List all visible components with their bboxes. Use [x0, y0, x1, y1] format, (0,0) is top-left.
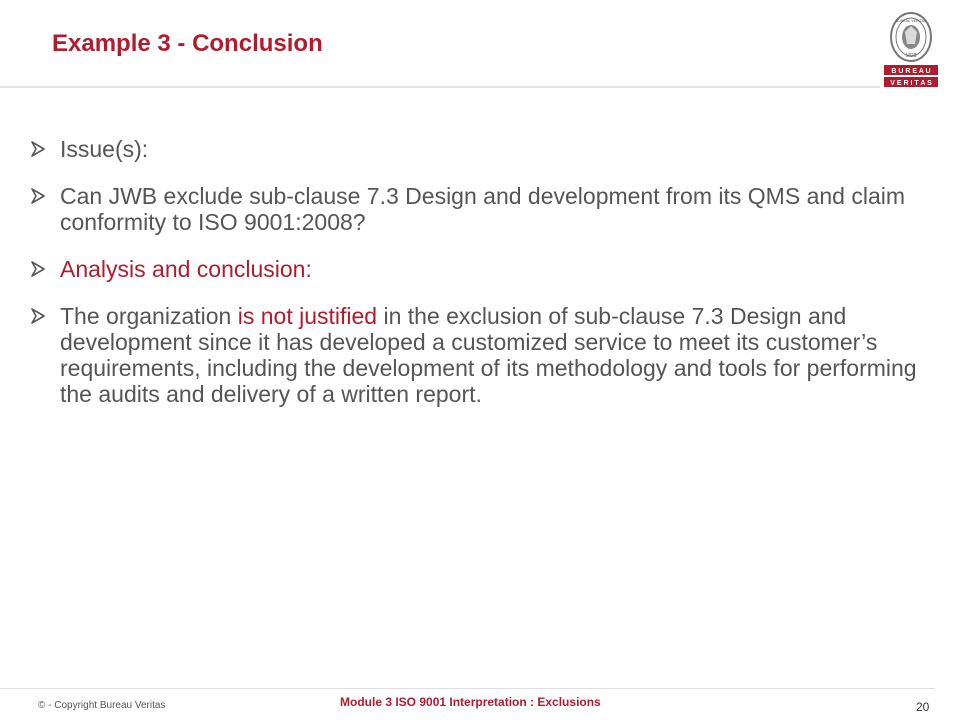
- bullet-list: [30, 136, 925, 428]
- slide-title: Example 3 - Conclusion: [52, 30, 323, 57]
- copyright-notice: © - Copyright Bureau Veritas: [38, 700, 166, 711]
- page-number: 20: [916, 700, 930, 714]
- arrow-bullet-icon: [30, 308, 46, 324]
- module-title: Module 3 ISO 9001 Interpretation : Exclusions: [340, 695, 601, 709]
- bullet-analysis-text: Analysis and conclusion:: [60, 256, 312, 282]
- bureau-veritas-logo-icon: [882, 10, 940, 90]
- bullet-question: [30, 183, 925, 235]
- bullet-issues: [30, 136, 925, 162]
- arrow-bullet-icon: [30, 188, 46, 204]
- conclusion-text-end: in the exclusion of sub-clause 7.3 Design and development since it has developed a customized service to meet its customer’s requirements, including the development of its methodology and tools for performing the audits and delivery of a written report.: [60, 303, 917, 407]
- header-divider: [0, 86, 880, 88]
- bullet-question-text: Can JWB exclude sub-clause 7.3 Design and development from its QMS and claim conformity to ISO 9001:2008?: [60, 183, 906, 235]
- bullet-issues-text: Issue(s):: [60, 136, 149, 162]
- logo-line-veritas: V E R I T A S: [890, 80, 932, 87]
- conclusion-text-start: The organization: [60, 303, 238, 329]
- arrow-bullet-icon: [30, 261, 46, 277]
- footer-divider: [0, 688, 935, 689]
- logo-seal-text: BUREAU VERITAS: [895, 19, 927, 23]
- logo-year: 1828: [905, 53, 917, 59]
- bullet-conclusion: [30, 303, 925, 407]
- bullet-analysis: [30, 256, 925, 282]
- logo-line-bureau: B U R E A U: [891, 68, 931, 75]
- conclusion-highlight: is not justified: [237, 303, 378, 329]
- arrow-bullet-icon: [30, 141, 46, 157]
